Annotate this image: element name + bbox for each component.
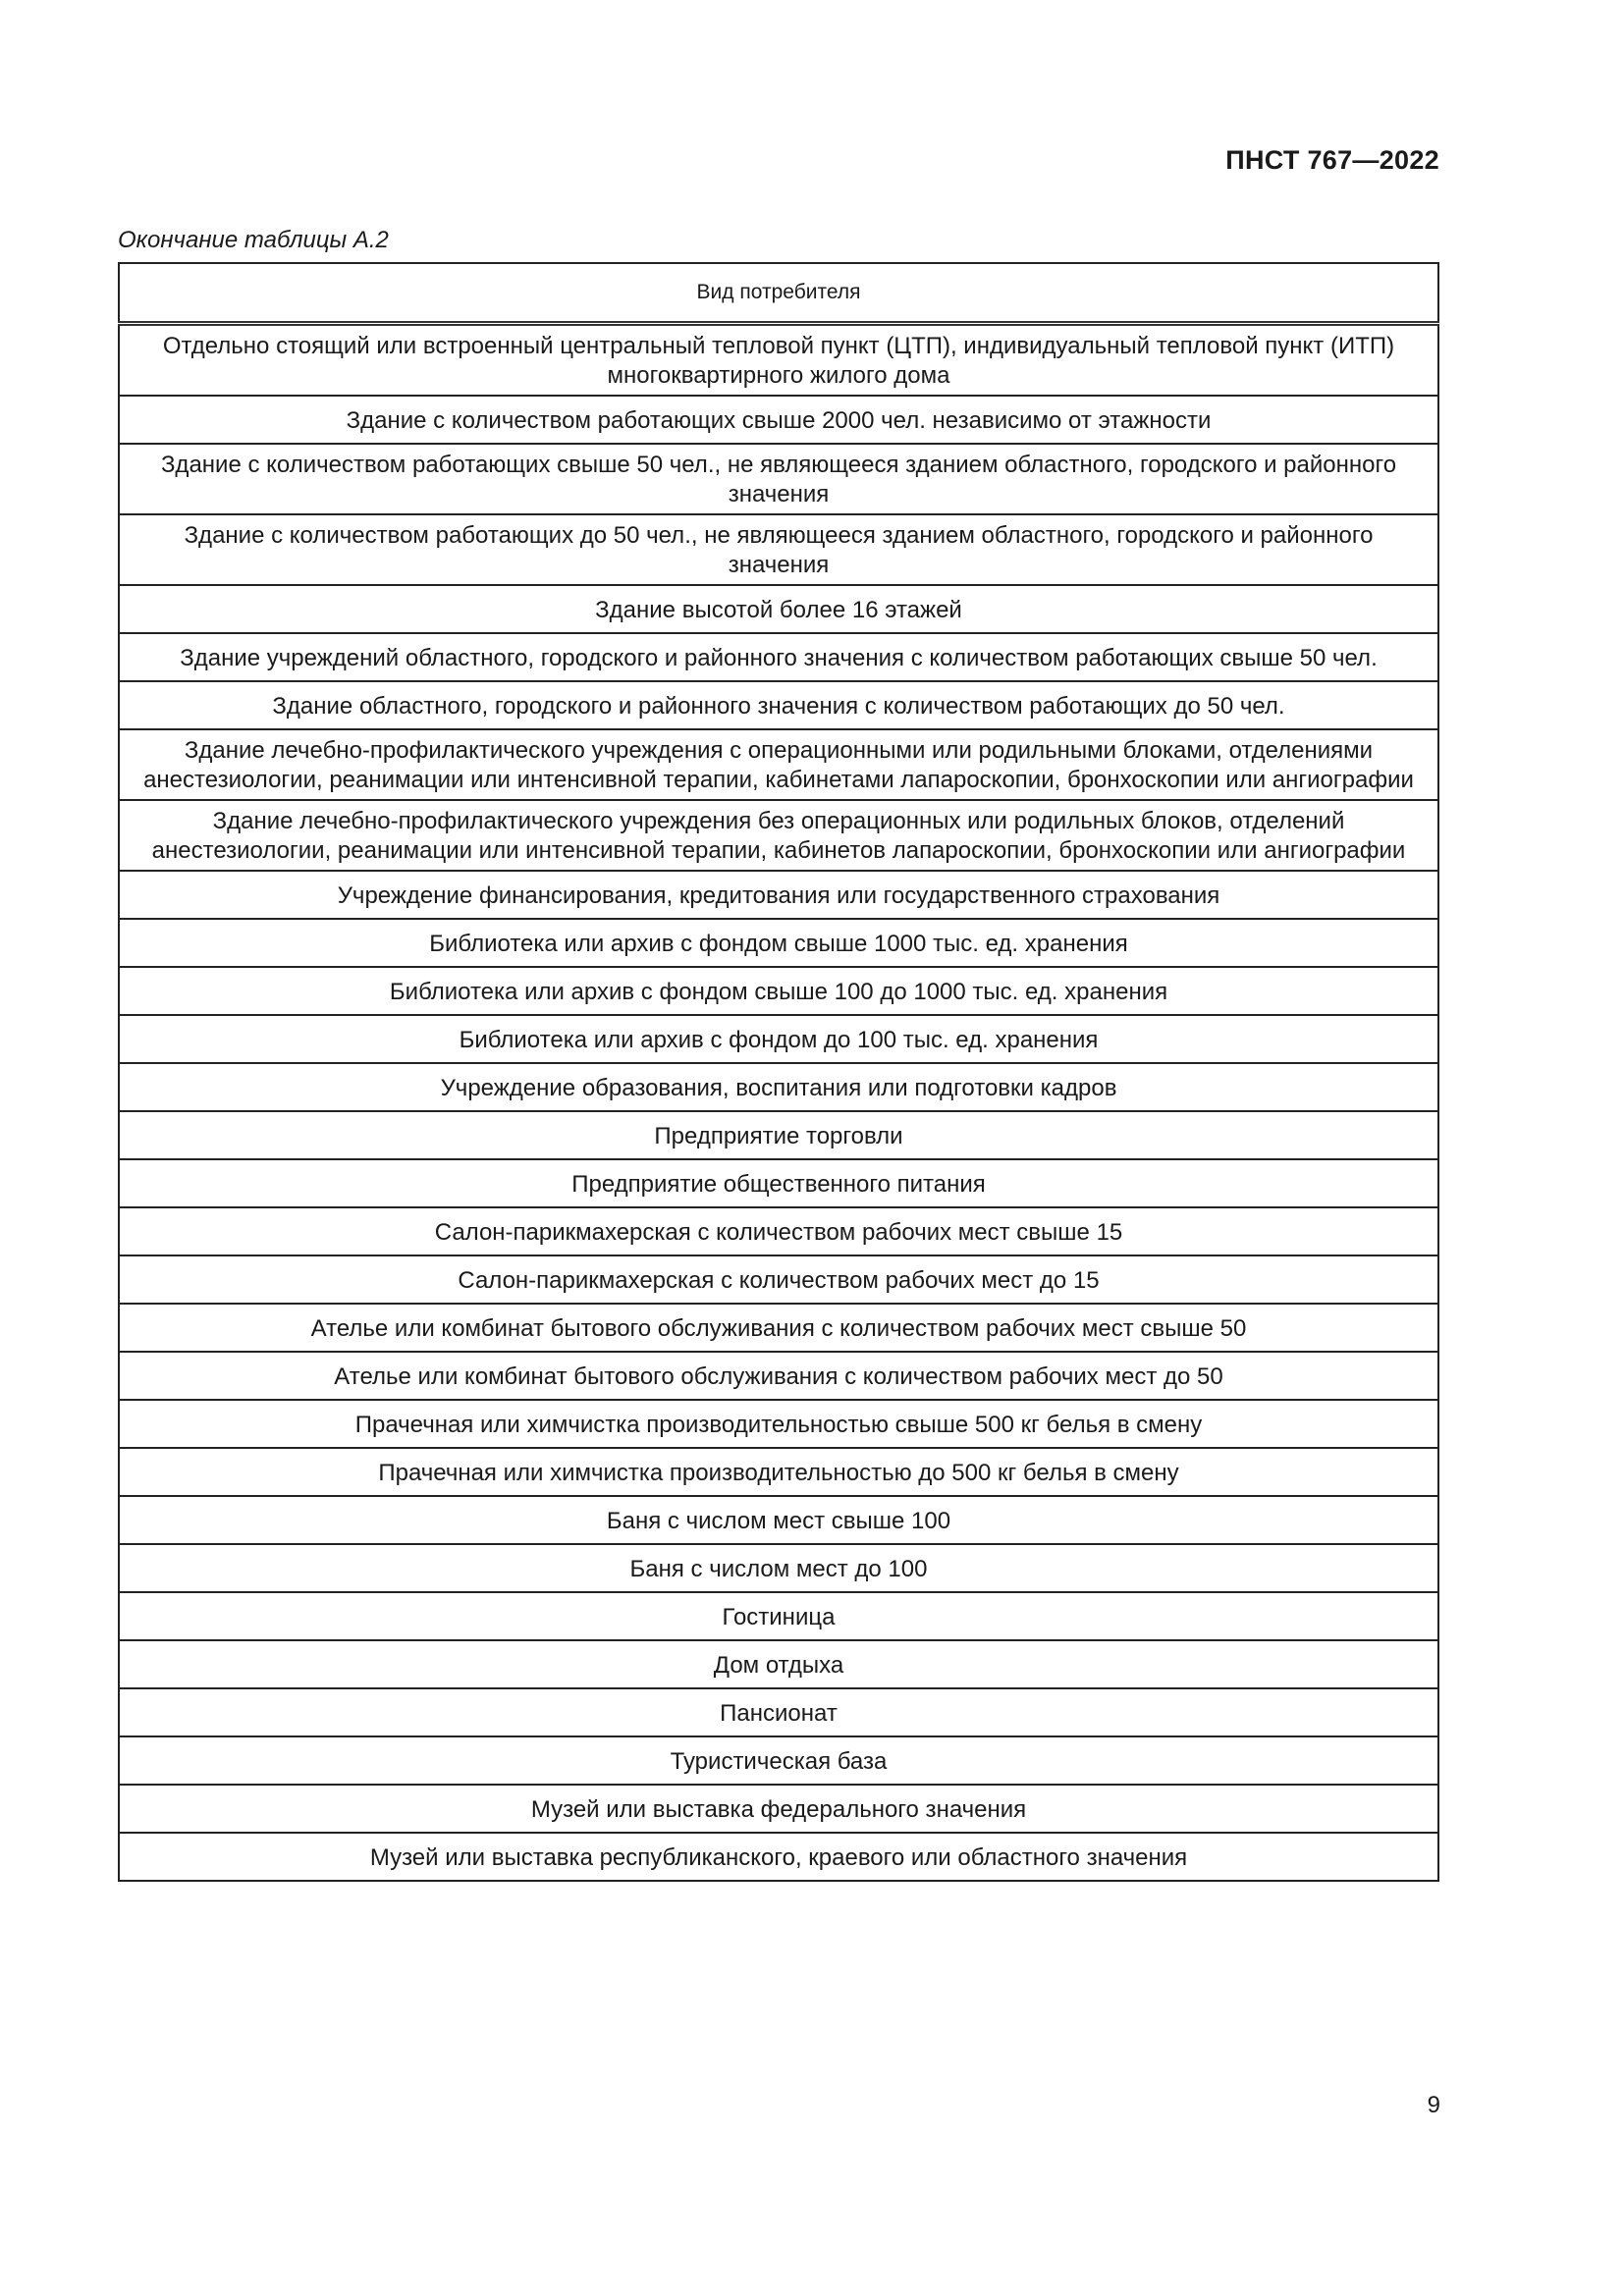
consumer-type-cell: Библиотека или архив с фондом до 100 тыс. ед. хранения — [119, 1015, 1438, 1063]
consumer-type-cell: Ателье или комбинат бытового обслуживания с количеством рабочих мест свыше 50 — [119, 1304, 1438, 1352]
table-row — [119, 1688, 1438, 1736]
page-number: 9 — [1427, 2092, 1440, 2118]
consumer-type-cell: Здание с количеством работающих свыше 50 чел., не являющееся зданием областного, городского и районного значения — [119, 444, 1438, 514]
consumer-type-cell: Учреждение финансирования, кредитования или государственного страхования — [119, 871, 1438, 919]
table-row — [119, 871, 1438, 919]
consumer-type-cell: Здание с количеством работающих свыше 2000 чел. независимо от этажности — [119, 396, 1438, 444]
consumer-type-cell: Прачечная или химчистка производительностью до 500 кг белья в смену — [119, 1448, 1438, 1496]
consumer-type-table — [118, 262, 1439, 1882]
consumer-type-cell: Отдельно стоящий или встроенный центральный тепловой пункт (ЦТП), индивидуальный тепловой пункт (ИТП) многоквартирного жилого дома — [119, 324, 1438, 397]
table-row — [119, 1063, 1438, 1111]
table-row — [119, 1592, 1438, 1640]
consumer-type-cell: Дом отдыха — [119, 1640, 1438, 1688]
consumer-type-cell: Здание высотой более 16 этажей — [119, 585, 1438, 633]
table-body — [119, 324, 1438, 1882]
table-row — [119, 800, 1438, 871]
table-row — [119, 1640, 1438, 1688]
consumer-type-cell: Учреждение образования, воспитания или подготовки кадров — [119, 1063, 1438, 1111]
consumer-type-cell: Здание лечебно-профилактического учреждения без операционных или родильных блоков, отделений анестезиологии, реанимации или интенсивной терапии, кабинетов лапароскопии, бронхоскопии или ангиографии — [119, 800, 1438, 871]
table-row — [119, 1833, 1438, 1881]
table-row — [119, 1304, 1438, 1352]
table-row — [119, 1785, 1438, 1833]
table-row — [119, 324, 1438, 397]
table-row — [119, 1736, 1438, 1785]
table-row — [119, 1255, 1438, 1304]
consumer-type-cell: Музей или выставка федерального значения — [119, 1785, 1438, 1833]
consumer-type-cell: Здание областного, городского и районного значения с количеством работающих до 50 чел. — [119, 681, 1438, 729]
consumer-type-cell: Музей или выставка республиканского, краевого или областного значения — [119, 1833, 1438, 1881]
table-row — [119, 729, 1438, 800]
table-row — [119, 1159, 1438, 1207]
consumer-type-cell: Предприятие общественного питания — [119, 1159, 1438, 1207]
consumer-type-cell: Здание с количеством работающих до 50 чел., не являющееся зданием областного, городского и районного значения — [119, 514, 1438, 585]
table-row — [119, 396, 1438, 444]
table-row — [119, 1207, 1438, 1255]
table-row — [119, 1400, 1438, 1448]
table-row — [119, 1448, 1438, 1496]
consumer-type-cell: Предприятие торговли — [119, 1111, 1438, 1159]
consumer-type-cell: Библиотека или архив с фондом свыше 1000 тыс. ед. хранения — [119, 919, 1438, 967]
consumer-type-cell: Салон-парикмахерская с количеством рабочих мест до 15 — [119, 1255, 1438, 1304]
document-code: ПНСТ 767—2022 — [1225, 145, 1439, 175]
consumer-type-cell: Туристическая база — [119, 1736, 1438, 1785]
table-row — [119, 1544, 1438, 1592]
consumer-type-cell: Библиотека или архив с фондом свыше 100 до 1000 тыс. ед. хранения — [119, 967, 1438, 1015]
table-row — [119, 1015, 1438, 1063]
table-row — [119, 585, 1438, 633]
table-row — [119, 1111, 1438, 1159]
consumer-type-cell: Баня с числом мест свыше 100 — [119, 1496, 1438, 1544]
table-row — [119, 919, 1438, 967]
consumer-type-cell: Здание лечебно-профилактического учреждения с операционными или родильными блоками, отделениями анестезиологии, реанимации или интенсивной терапии, кабинетами лапароскопии, бронхоскопии или ангиографии — [119, 729, 1438, 800]
consumer-type-cell: Салон-парикмахерская с количеством рабочих мест свыше 15 — [119, 1207, 1438, 1255]
consumer-type-cell: Гостиница — [119, 1592, 1438, 1640]
table-row — [119, 967, 1438, 1015]
table-row — [119, 514, 1438, 585]
column-header-consumer-type: Вид потребителя — [119, 263, 1438, 324]
table-row — [119, 633, 1438, 681]
table-header-row — [119, 263, 1438, 324]
consumer-type-cell: Пансионат — [119, 1688, 1438, 1736]
consumer-type-cell: Ателье или комбинат бытового обслуживания с количеством рабочих мест до 50 — [119, 1352, 1438, 1400]
table-row — [119, 1352, 1438, 1400]
table-caption: Окончание таблицы А.2 — [118, 227, 389, 253]
consumer-type-cell: Здание учреждений областного, городского и районного значения с количеством работающих свыше 50 чел. — [119, 633, 1438, 681]
table-row — [119, 444, 1438, 514]
table-row — [119, 681, 1438, 729]
consumer-type-cell: Баня с числом мест до 100 — [119, 1544, 1438, 1592]
table-row — [119, 1496, 1438, 1544]
consumer-type-cell: Прачечная или химчистка производительностью свыше 500 кг белья в смену — [119, 1400, 1438, 1448]
